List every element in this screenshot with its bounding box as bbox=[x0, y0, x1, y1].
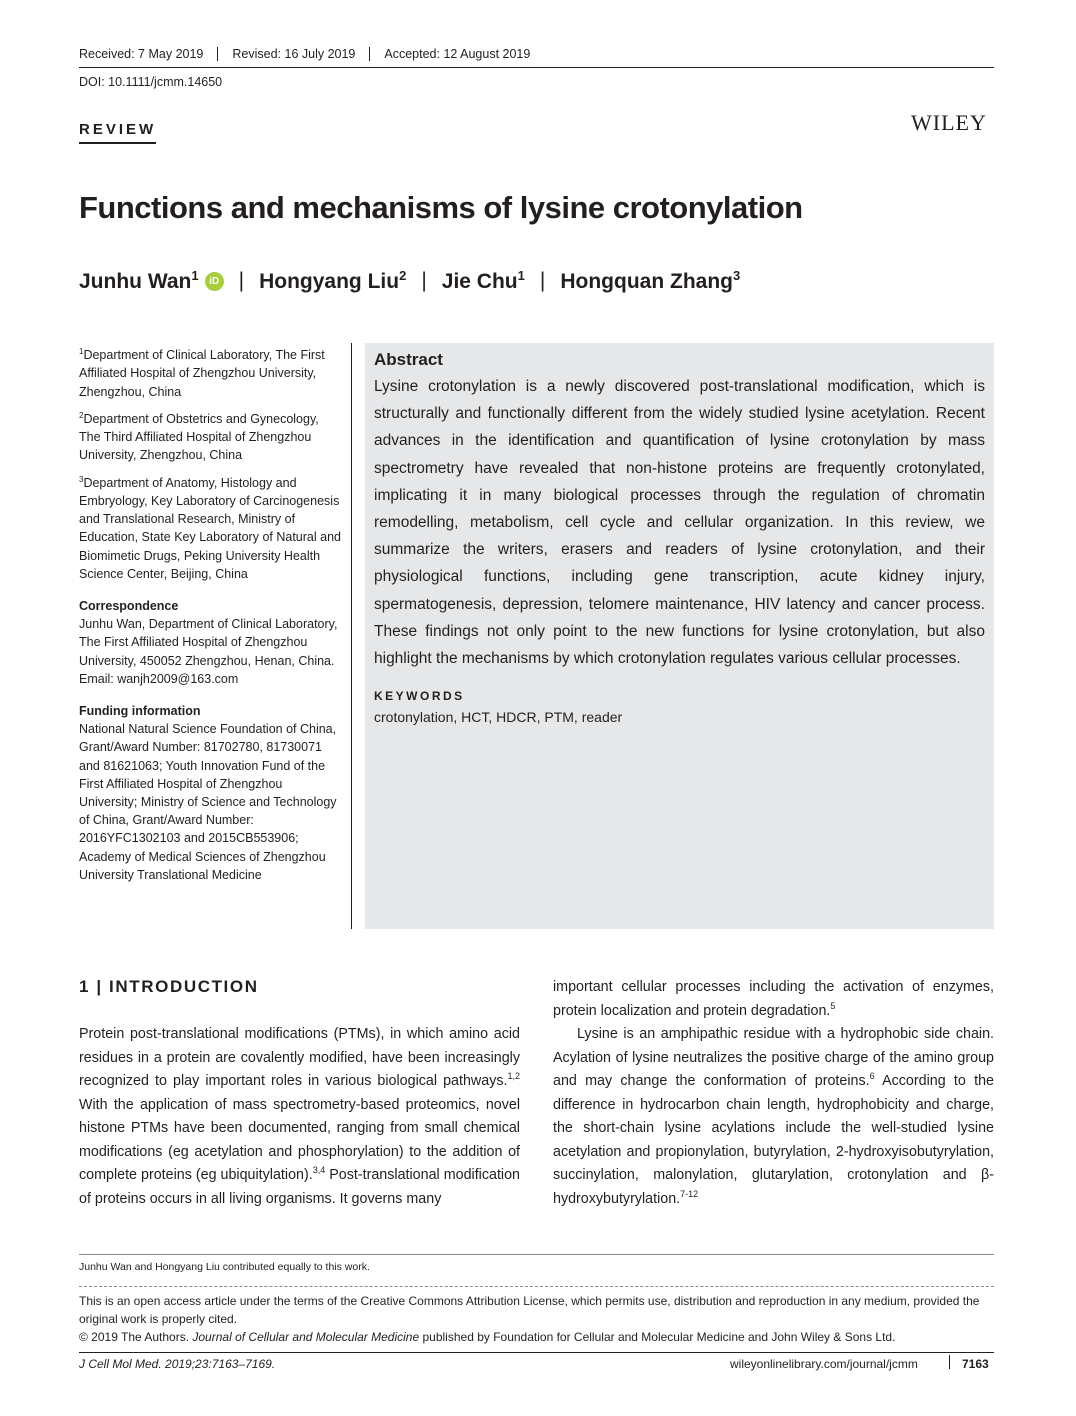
section-heading: 1 | INTRODUCTION bbox=[79, 977, 259, 996]
orcid-icon[interactable]: iD bbox=[205, 272, 224, 291]
article-dates bbox=[79, 47, 544, 61]
author-list bbox=[79, 268, 740, 294]
header-rule bbox=[79, 67, 994, 68]
abstract-heading: Abstract bbox=[374, 350, 443, 369]
article-title: Functions and mechanisms of lysine crotonylation bbox=[79, 190, 803, 225]
citation[interactable]: 6 bbox=[869, 1071, 875, 1082]
citation[interactable]: 7-12 bbox=[680, 1188, 699, 1199]
author-name: Jie Chu$^1$ bbox=[441, 268, 525, 293]
abstract-text: Lysine crotonylation is a newly discovered post-translational modification, which is structurally and functionally different from the widely studied lysine acetylation. Recent advances in the identification and quantification of lysine crotonylation by mass spectrometry have revealed that non-histone proteins are frequently crotonylated, implicating it in many biological processes through the regulation of chromatin remodelling, metabolism, cell cycle and cellular organization. In this review, we summarize the writers, erasers and readers of lysine crotonylation, and their physiological functions, including gene transcription, acute kidney injury, spermatogenesis, depression, telomere maintenance, HIV latency and cancer process. These findings not only point to the new functions for lysine crotonylation, but also highlight the mechanisms by which crotonylation regulates various cellular processes. bbox=[374, 378, 985, 668]
page-number: 7163 bbox=[962, 1357, 989, 1371]
journal-website[interactable]: wileyonlinelibrary.com/journal/jcmm bbox=[730, 1357, 918, 1371]
footer-rule bbox=[79, 1352, 994, 1353]
paragraph: important cellular processes including the activation of enzymes, protein localization and protein degradation.$^5$ bbox=[553, 979, 994, 1019]
section-label: REVIEW bbox=[79, 121, 156, 144]
column-divider bbox=[351, 343, 352, 929]
correspondence-email[interactable]: Email: wanjh2009@163.com bbox=[79, 671, 239, 686]
author-name: Hongyang Liu$^2$ bbox=[259, 268, 407, 293]
author-separator: | bbox=[238, 269, 245, 292]
keywords-heading: KEYWORDS bbox=[374, 689, 465, 704]
license-notice bbox=[79, 1292, 994, 1346]
citation[interactable]: 5 bbox=[830, 1000, 836, 1011]
affiliation: $^3$Department of Anatomy, Histology and Embryology, Key Laboratory of Carcinogenesis and Translational Research, Ministry of Education, State Key Laboratory of Natural and Biomimetic Drugs, Peking University Health Science Center, Beijing, China bbox=[79, 474, 341, 581]
license-text: This is an open access article under the terms of the Creative Commons Attribution License, which permits use, distribution and reproduction in any medium, provided the original work is properly cited. bbox=[79, 1294, 980, 1326]
abstract-box bbox=[365, 343, 994, 929]
affiliation: $^2$Department of Obstetrics and Gynecology, The Third Affiliated Hospital of Zhengzhou University, Zhengzhou, China bbox=[79, 410, 319, 463]
received-date: Received: 7 May 2019 bbox=[79, 47, 204, 61]
correspondence-heading: Correspondence bbox=[79, 598, 179, 613]
correspondence-text: Junhu Wan, Department of Clinical Laboratory, The First Affiliated Hospital of Zhengzhou University, 450052 Zhengzhou, Henan, China. bbox=[79, 617, 338, 668]
citation[interactable]: 1,2 bbox=[507, 1071, 520, 1082]
affiliation-column bbox=[79, 343, 341, 890]
funding-heading: Funding information bbox=[79, 703, 201, 718]
page-separator bbox=[949, 1355, 950, 1369]
author-name: Junhu Wan$^1$ bbox=[79, 268, 199, 293]
publisher-logo: WILEY bbox=[911, 110, 987, 135]
paragraph: Lysine is an amphipathic residue with a hydrophobic side chain. Acylation of lysine neutralizes the positive charge of the amino group and may change the conformation of proteins.$^6$ According to the difference in hydrocarbon chain length, hydrophobicity and charge, the short-chain lysine acylations include the well-studied lysine acetylation and propionylation, butyrylation, 2-hydroxyisobutyrylation, succinylation, malonylation, glutarylation, crotonylation and β-hydroxybutyrylation.$^{7-12}$ bbox=[553, 1026, 994, 1207]
footnote: Junhu Wan and Hongyang Liu contributed equally to this work. bbox=[79, 1261, 370, 1273]
footnote-rule bbox=[79, 1254, 994, 1255]
dashed-divider bbox=[79, 1286, 994, 1287]
journal-citation: J Cell Mol Med. 2019;23:7163–7169. bbox=[79, 1357, 276, 1371]
paragraph: Protein post-translational modifications (PTMs), in which amino acid residues in a protein are covalently modified, have been increasingly recognized to play important roles in various biological pathways.$^{1,2}$ With the application of mass spectrometry-based proteomics, novel histone PTMs have been documented, ranging from small chemical modifications (eg acetylation and phosphorylation) to the addition of complete proteins (eg ubiquitylation).$^{3,4}$ Post-translational modification of proteins occurs in all living organisms. It governs many bbox=[79, 1026, 520, 1207]
author-separator: | bbox=[421, 269, 427, 292]
citation[interactable]: 3,4 bbox=[312, 1165, 326, 1176]
author-separator: | bbox=[539, 269, 546, 292]
affiliation: $^1$Department of Clinical Laboratory, The First Affiliated Hospital of Zhengzhou University, Zhengzhou, China bbox=[79, 347, 325, 399]
funding-text: National Natural Science Foundation of China, Grant/Award Number: 81702780, 81730071 and 81621063; Youth Innovation Fund of the First Affiliated Hospital of Zhengzhou University; Ministry of Science and Technology of China, Grant/Award Number: 2016YFC1302103 and 2015CB553906; Academy of Medical Sciences of Zhengzhou University Translational Medicine bbox=[79, 722, 337, 882]
doi[interactable]: DOI: 10.1111/jcmm.14650 bbox=[79, 75, 223, 89]
accepted-date: Accepted: 12 August 2019 bbox=[369, 47, 544, 61]
body-column-left bbox=[79, 1023, 520, 1211]
revised-date: Revised: 16 July 2019 bbox=[217, 47, 369, 61]
keywords: crotonylation, HCT, HDCR, PTM, reader bbox=[374, 709, 623, 726]
copyright: © 2019 The Authors. Journal of Cellular and Molecular Medicine published by Foundation for Cellular and Molecular Medicine and John Wiley & Sons Ltd. bbox=[79, 1330, 896, 1344]
author-name: Hongquan Zhang$^3$ bbox=[560, 268, 741, 293]
body-column-right bbox=[553, 976, 994, 1211]
